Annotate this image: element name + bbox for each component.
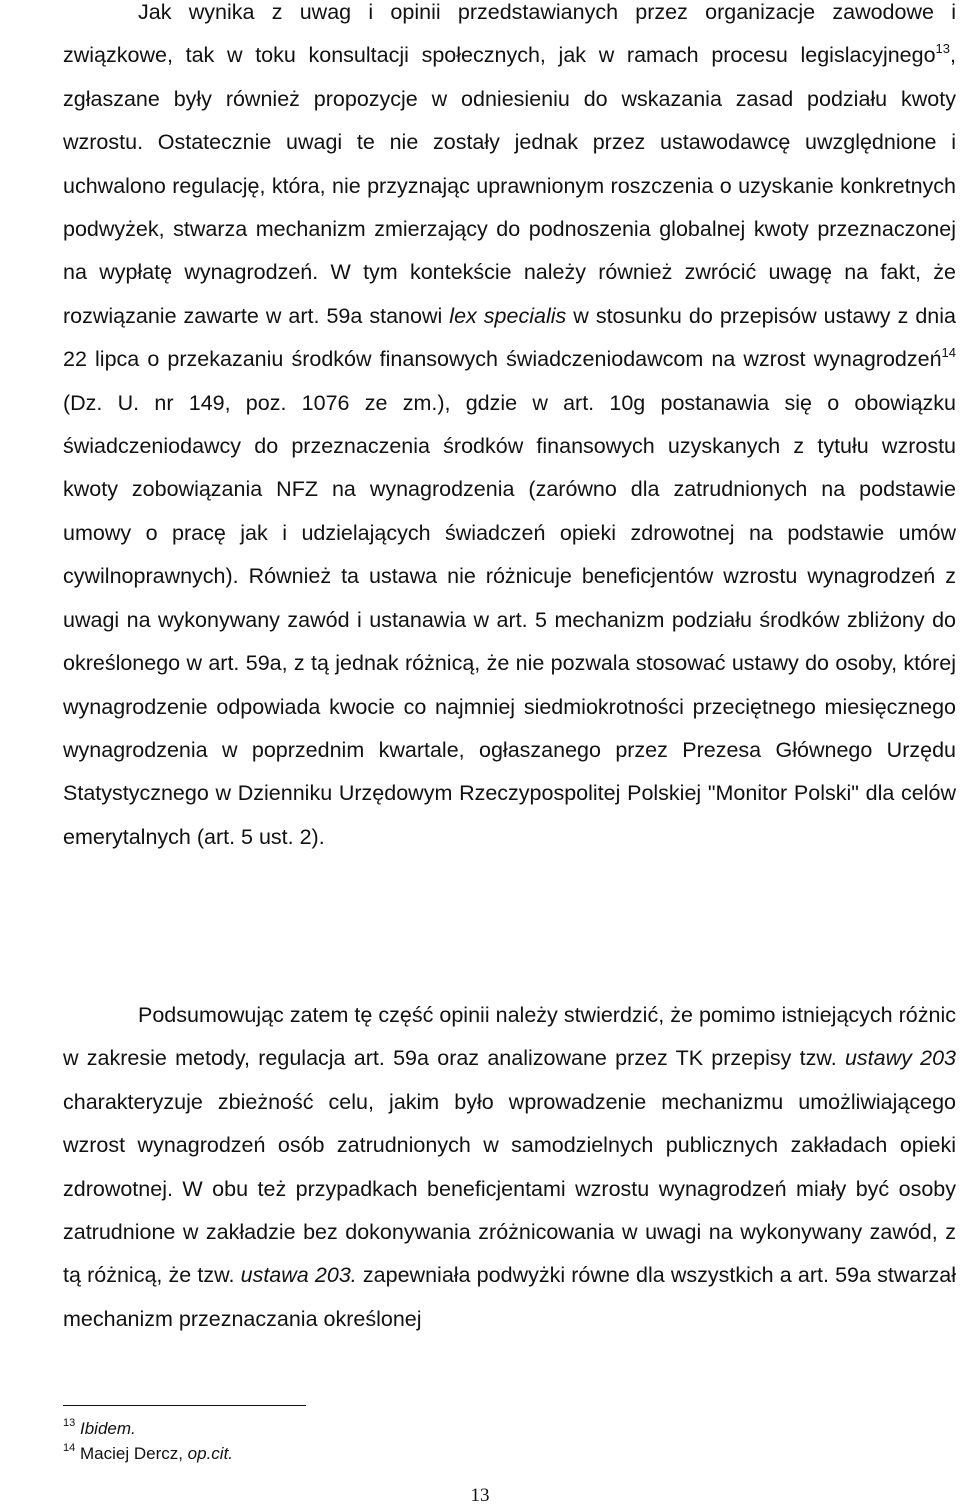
footnote-number: 14 [63, 1442, 76, 1454]
para2-text-1: Podsumowując zatem tę część opinii należy stwierdzić, że pomimo istniejących różnic w zakresie metody, regulacja art. 59a oraz analizowane przez TK przepisy tzw. [63, 1003, 956, 1071]
body-paragraph-2 [63, 994, 956, 1341]
footnote-13 [63, 1416, 663, 1441]
footnote-ref-14[interactable]: 14 [941, 345, 956, 361]
para1-emphasis-lex-specialis: lex specialis [449, 303, 567, 328]
footnote-ref-13[interactable]: 13 [935, 41, 951, 57]
para2-text-3: zapewniała podwyżki równe dla wszystkich a art. 59a stwarzał mechanizm przeznaczania określonej [63, 1263, 956, 1331]
footnote-text: Maciej Dercz, [79, 1444, 188, 1463]
footnote-number: 13 [63, 1417, 76, 1429]
para2-emphasis-2: ustawa 203. [240, 1263, 357, 1288]
footnote-text-emphasis: op.cit. [187, 1444, 234, 1463]
para1-text-2: , zgłaszane były również propozycje w odniesieniu do wskazania zasad podziału kwoty wzrostu. Ostatecznie uwagi te nie zostały jednak przez ustawodawcę uwzględnione i uchwalono regulację, która, nie przyznając uprawnionym roszczenia o uzyskanie konkretnych podwyżek, stwarza mechanizm zmierzający do podnoszenia globalnej kwoty przeznaczonej na wypłatę wynagrodzeń. W tym kontekście należy również zwrócić uwagę na fakt, że rozwiązanie zawarte w art. 59a stanowi [63, 43, 956, 328]
footnote-divider [63, 1405, 306, 1406]
page-number: 13 [470, 1485, 490, 1506]
footnote-14 [63, 1441, 663, 1466]
footnote-text: Ibidem. [79, 1419, 136, 1438]
para1-text-4: (Dz. U. nr 149, poz. 1076 ze zm.), gdzie w art. 10g postanawia się o obowiązku świadczeniodawcy do przeznaczenia środków finansowych uzyskanych z tytułu wzrostu kwoty zobowiązania NFZ na wynagrodzenia (zarówno dla zatrudnionych na podstawie umowy o pracę jak i udzielających świadczeń opieki zdrowotnej na podstawie umów cywilnoprawnych). Również ta ustawa nie różnicuje beneficjentów wzrostu wynagrodzeń z uwagi na wykonywany zawód i ustanawia w art. 5 mechanizm podziału środków zbliżony do określonego w art. 59a, z tą jednak różnicą, że nie pozwala stosować ustawy do osoby, której wynagrodzenie odpowiada kwocie co najmniej siedmiokrotności przeciętnego miesięcznego wynagrodzenia w poprzednim kwartale, ogłaszanego przez Prezesa Głównego Urzędu Statystycznego w Dzienniku Urzędowym Rzeczypospolitej Polskiej "Monitor Polski" dla celów emerytalnych (art. 5 ust. 2). [63, 390, 956, 849]
para1-text-3: w stosunku do przepisów ustawy z dnia 22 lipca o przekazaniu środków finansowych świadczeniodawcom na wzrost wynagrodzeń [63, 303, 956, 372]
para2-text-2: charakteryzuje zbieżność celu, jakim było wprowadzenie mechanizmu umożliwiającego wzrost wynagrodzeń osób zatrudnionych w samodzielnych publicznych zakładach opieki zdrowotnej. W obu też przypadkach beneficjentami wzrostu wynagrodzeń miały być osoby zatrudnione w zakładzie bez dokonywania zróżnicowania w uwagi na wykonywany zawód, z tą różnicą, że tzw. [63, 1089, 956, 1288]
footnotes [63, 1416, 663, 1466]
para2-emphasis-1: ustawy 203 [844, 1046, 956, 1071]
para1-text-1: Jak wynika z uwag i opinii przedstawianych przez organizacje zawodowe i związkowe, tak w toku konsultacji społecznych, jak w ramach procesu legislacyjnego [63, 0, 956, 68]
body-paragraph-1 [63, 0, 956, 859]
